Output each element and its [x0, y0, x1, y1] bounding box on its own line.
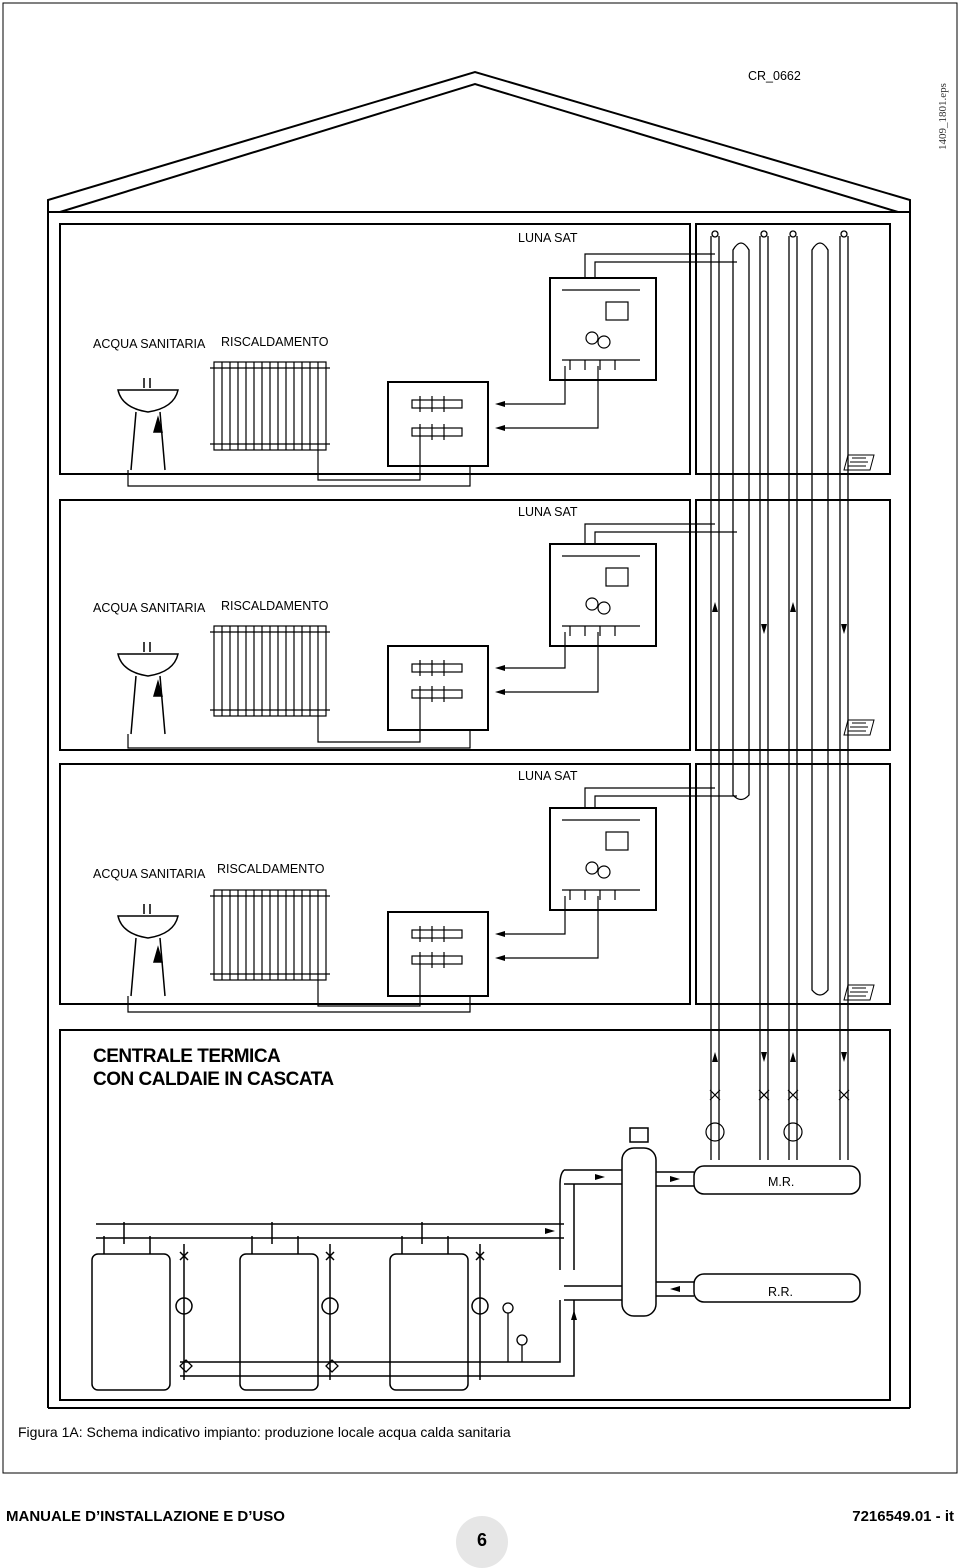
floor-flow-arrows — [495, 401, 505, 431]
radiator-icon — [210, 890, 330, 980]
return-header-label: R.R. — [768, 1285, 793, 1299]
manifold-box — [388, 646, 488, 730]
manifold-icon — [412, 926, 462, 968]
washbasin-icon — [118, 378, 178, 470]
boiler-3 — [390, 1222, 488, 1390]
page-number: 6 — [456, 1516, 508, 1568]
plant-room — [60, 1030, 890, 1400]
floor-1 — [60, 224, 890, 486]
house-roof — [48, 72, 910, 212]
floor-pipes — [128, 788, 737, 1012]
drawing-code: CR_0662 — [748, 69, 801, 83]
radiator-icon — [210, 362, 330, 450]
floor-pipes — [128, 524, 737, 748]
document-code: 7216549.01 - it — [852, 1508, 954, 1525]
floor-flow-arrows — [495, 931, 505, 961]
heating-label: RISCALDAMENTO — [217, 862, 325, 876]
luna-sat-internals — [562, 290, 640, 370]
manifold-box — [388, 382, 488, 466]
plant-room-title-line1: CENTRALE TERMICA — [93, 1046, 281, 1067]
floor-3 — [60, 764, 890, 1012]
unit-label: LUNA SAT — [518, 231, 578, 245]
boiler-1 — [92, 1222, 192, 1390]
sanitary-water-label: ACQUA SANITARIA — [93, 601, 206, 615]
manual-title: MANUALE D’INSTALLAZIONE E D’USO — [6, 1508, 285, 1525]
supply-header-label: M.R. — [768, 1175, 795, 1189]
riser-valves — [706, 1090, 849, 1141]
luna-sat-unit — [550, 544, 656, 646]
washbasin-icon — [118, 642, 178, 734]
riser-shaft — [696, 500, 890, 750]
luna-sat-internals — [562, 556, 640, 636]
hydraulic-separator — [622, 1128, 656, 1316]
floor-flow-arrows — [495, 602, 847, 695]
heating-label: RISCALDAMENTO — [221, 599, 329, 613]
manifold-box — [388, 912, 488, 996]
boiler-2 — [240, 1222, 338, 1390]
manifold-icon — [412, 396, 462, 440]
manifold-icon — [412, 660, 462, 702]
unit-label: LUNA SAT — [518, 505, 578, 519]
luna-sat-unit — [550, 808, 656, 910]
plant-flow-arrows — [545, 1174, 680, 1320]
risers — [711, 231, 848, 1160]
sanitary-water-label: ACQUA SANITARIA — [93, 337, 206, 351]
floor-2 — [60, 500, 890, 750]
luna-sat-internals — [562, 820, 640, 900]
heating-label: RISCALDAMENTO — [221, 335, 329, 349]
riser-shaft — [696, 764, 890, 1004]
riser-flow-arrows — [712, 1052, 847, 1062]
plant-room-title-line2: CON CALDAIE IN CASCATA — [93, 1069, 334, 1090]
figure-caption: Figura 1A: Schema indicativo impianto: produzione locale acqua calda sanitaria — [18, 1424, 511, 1440]
luna-sat-unit — [550, 278, 656, 380]
washbasin-icon — [118, 904, 178, 996]
radiator-icon — [210, 626, 330, 716]
primary-loop-pipes — [96, 1170, 694, 1376]
file-reference: 1409_1801.eps — [937, 83, 949, 150]
floor-pipes — [128, 254, 737, 486]
unit-label: LUNA SAT — [518, 769, 578, 783]
sanitary-water-label: ACQUA SANITARIA — [93, 867, 206, 881]
